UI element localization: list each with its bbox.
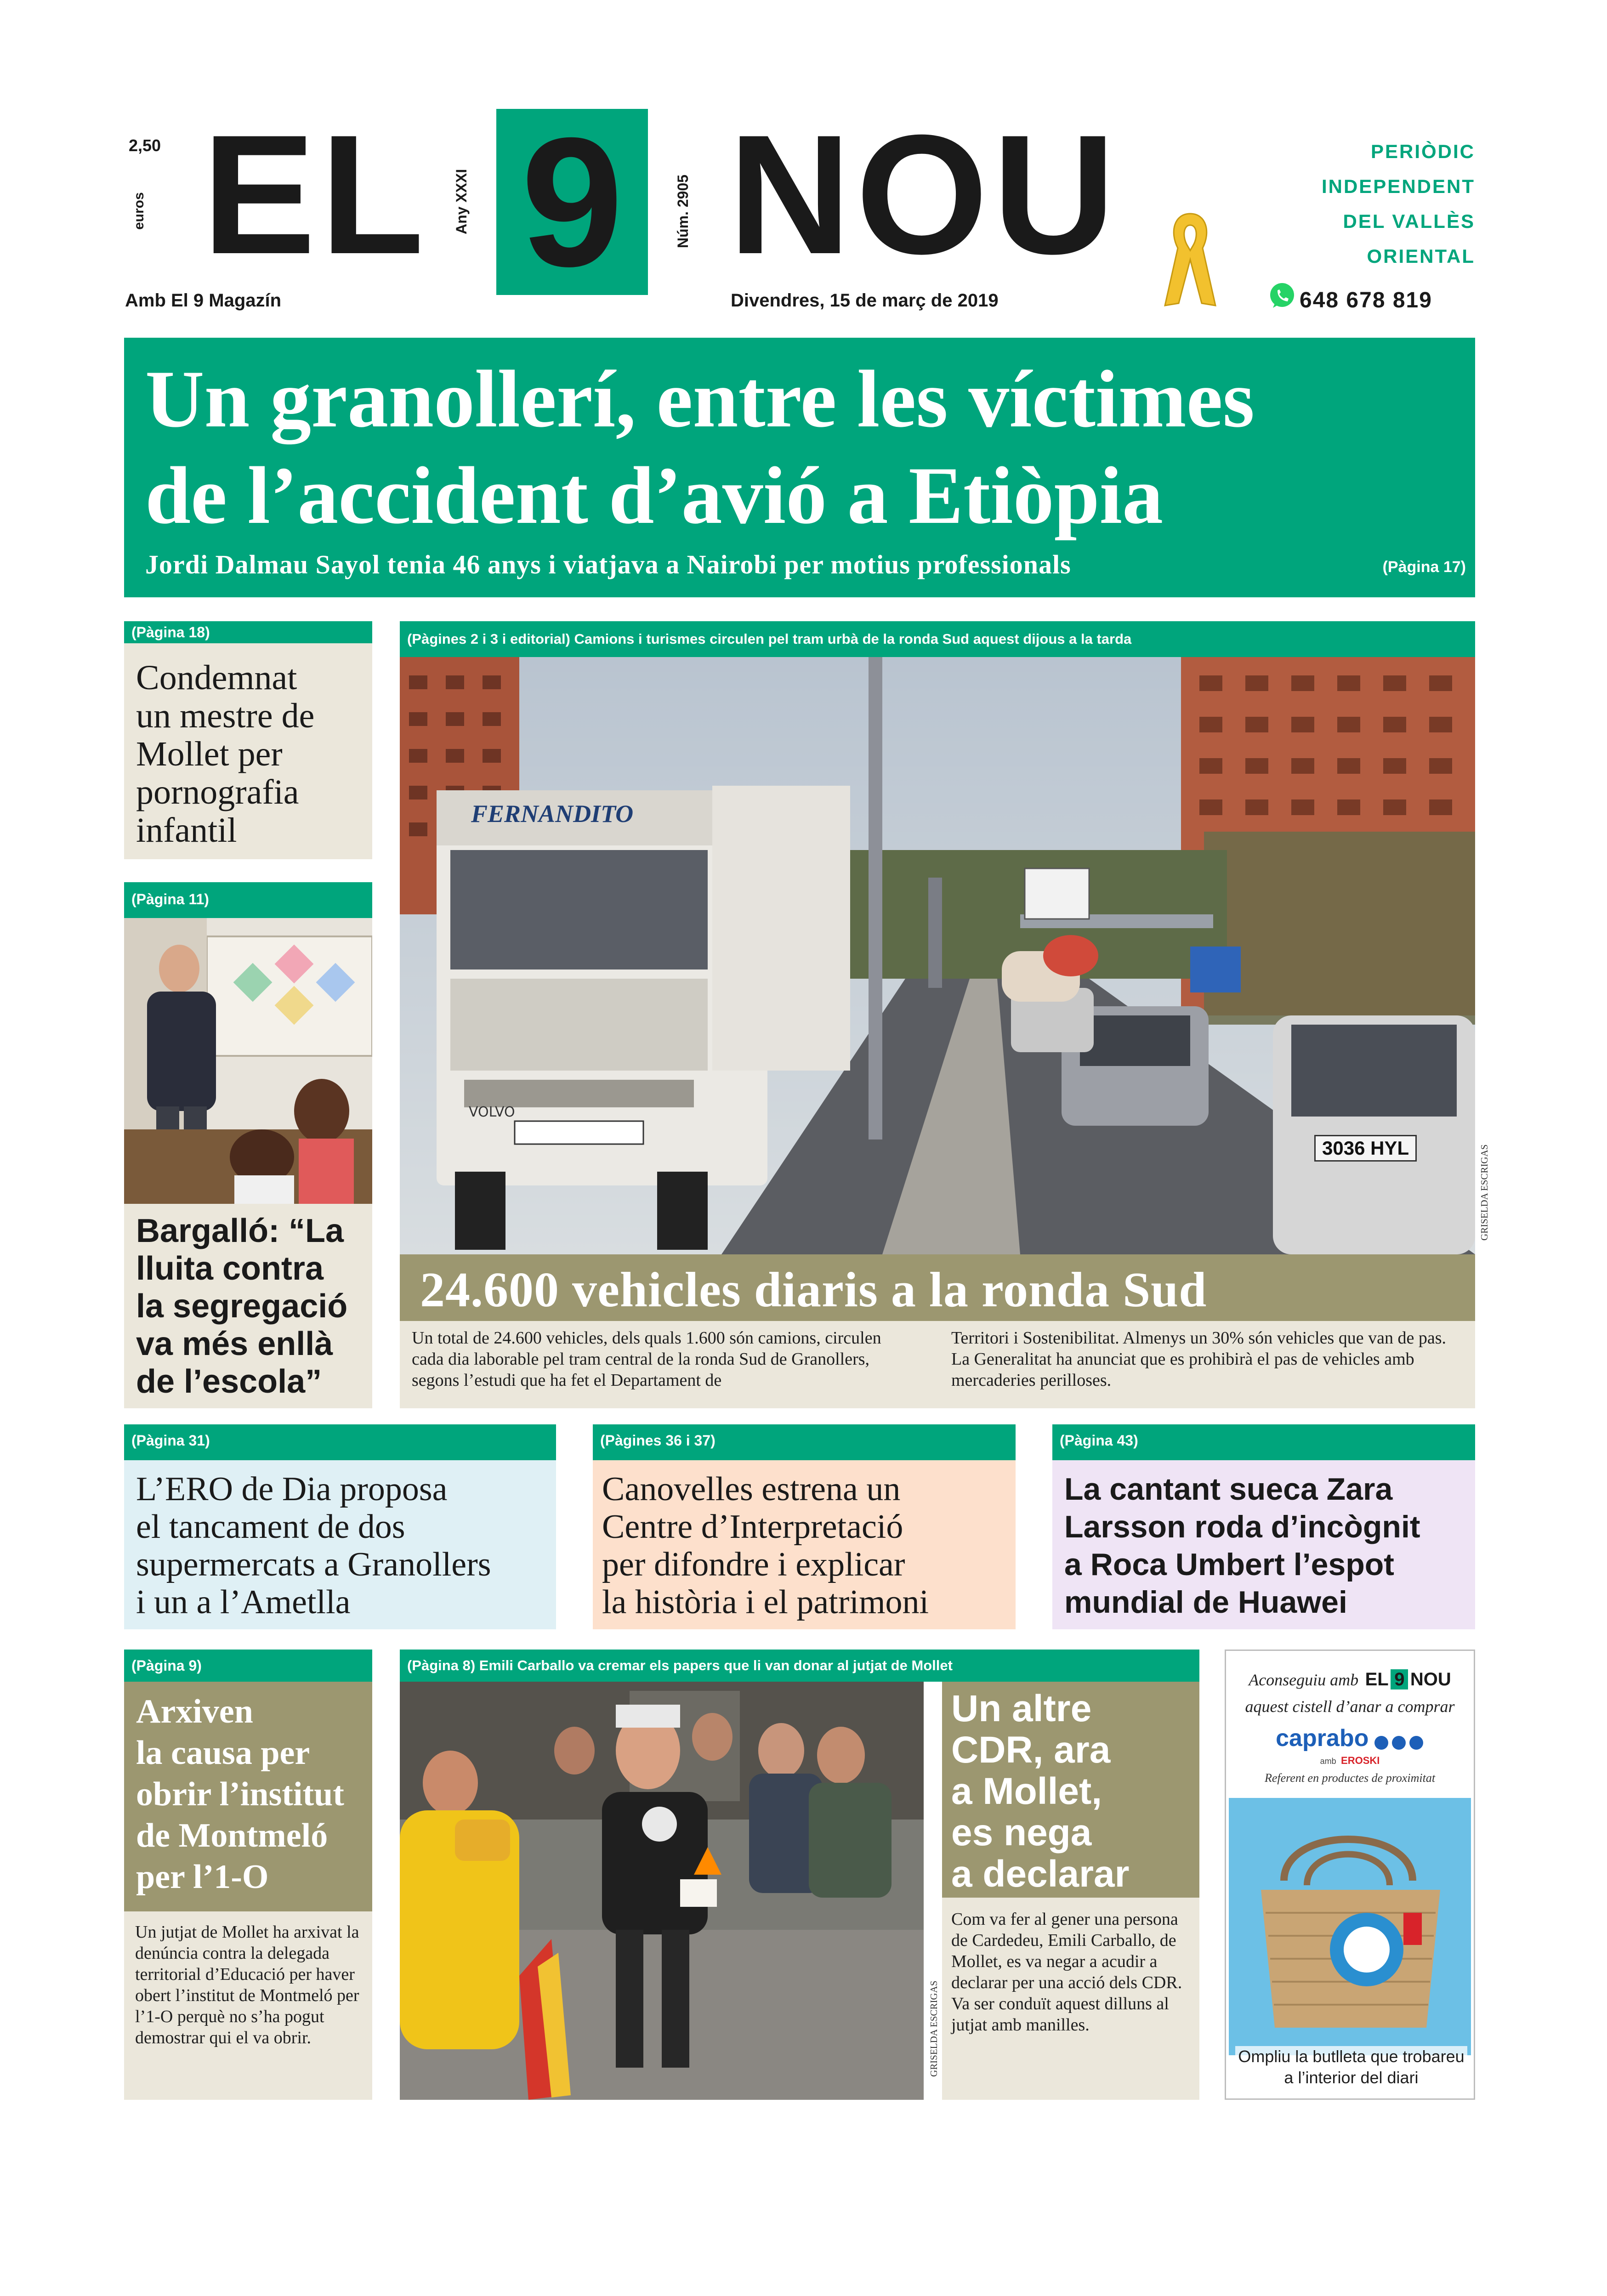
ronda-headline-bar [400,1254,1475,1321]
headline-line: CDR, ara [951,1729,1111,1771]
ad-brand: caprabo [1276,1725,1369,1752]
headline-line: es nega [951,1812,1092,1854]
tagline-line: INDEPENDENT [1321,176,1475,197]
logo-nine: 9 [521,99,624,305]
ero-story[interactable] [124,1460,556,1629]
headline-line: Canovelles estrena un [602,1470,901,1508]
ronda-photo [400,657,1475,1254]
ad-logo-el: EL [1365,1669,1389,1689]
lead-page-ref: (Pàgina 17) [1382,558,1466,576]
bargallo-classroom-illustration [124,918,372,1204]
tagline-line: ORIENTAL [1367,245,1475,267]
ad-footer: Ompliu la butlleta que trobareu a l’interior del diari [1235,2046,1467,2088]
issue-date: Divendres, 15 de març de 2019 [731,290,999,311]
headline-line: va més enllà [136,1326,333,1362]
headline-line: obrir l’institut [136,1775,344,1813]
headline-line: mundial de Huawei [1064,1585,1347,1620]
ad-line1-text: Aconseguiu amb [1249,1671,1359,1689]
headline-line: pornografia [136,773,299,811]
headline-line: supermercats a Granollers [136,1546,491,1583]
headline-line: Condemnat [136,658,297,697]
tagline-line: DEL VALLÈS [1343,210,1475,232]
lead-headline-line: Un granollerí, entre les víctimes [145,353,1255,444]
headline-line: per l’1-O [136,1858,269,1896]
headline-line: de l’escola” [136,1363,322,1400]
lead-banner [124,338,1475,597]
tagline [1259,134,1475,274]
montmelo-body: Un jutjat de Mollet ha arxivat la denúncia contra la delegada territorial d’Educació per haver obert l’institut de Montmeló per l’1-O perquè no s’ha pogut demostrar qui el va obrir. [135,1922,359,2047]
ad-partner-row [1226,1755,1474,1767]
headline-line: el tancament de dos [136,1508,405,1546]
svg-text:VOLVO: VOLVO [469,1104,515,1120]
logo-nine-box [496,99,648,305]
year: Any XXXI [453,169,470,234]
ronda-body[interactable] [400,1321,1475,1408]
bargallo-page-label: (Pàgina 11) [124,882,372,918]
headline-line: lluita contra [136,1250,324,1287]
headline-line: Larsson roda d’incògnit [1064,1509,1420,1544]
ad-brand-partner: EROSKI [1341,1755,1380,1766]
issue-number: Núm. 2905 [675,174,691,248]
cdr-body-box [942,1898,1199,2100]
ad-brand-row [1226,1724,1474,1753]
montmelo-page-label: (Pàgina 9) [124,1650,372,1682]
phone-number: 648 678 819 [1300,288,1432,312]
tagline-line: PERIÒDIC [1370,141,1475,162]
ad-box[interactable] [1225,1650,1475,2100]
ad-logo-nou: NOU [1410,1669,1451,1689]
ad-line1 [1226,1669,1474,1690]
headline-line: la causa per [136,1734,310,1772]
headline-line: infantil [136,811,237,850]
headline-line: Mollet per [136,735,283,773]
lead-subtitle: Jordi Dalmau Sayol tenia 46 anys i viatjava a Nairobi per motius professionals [145,550,1071,579]
canovelles-page-label: (Pàgines 36 i 37) [593,1424,1016,1460]
ronda-headline: 24.600 vehicles diaris a la ronda Sud [420,1263,1207,1317]
montmelo-headline [136,1691,344,1898]
ad-basket-photo [1229,1798,1471,2055]
ronda-photo-credit: GRISELDA ESCRIGAS [1479,1144,1490,1241]
price: 2,50 [129,136,161,155]
ad-brand-dots-icon [1374,1735,1424,1753]
teacher-story[interactable] [124,643,372,859]
canovelles-headline [602,1470,929,1621]
supplement: Amb El 9 Magazín [125,290,282,311]
cdr-headline-box[interactable] [942,1682,1199,1898]
car-plate: 3036 HYL [1314,1135,1417,1162]
headline-line: a declarar [951,1853,1130,1895]
ero-page-label: (Pàgina 31) [124,1424,556,1460]
yellow-ribbon-icon [1156,204,1225,310]
ero-headline [136,1470,491,1621]
headline-line: de Montmeló [136,1817,328,1854]
ronda-caption: (Pàgines 2 i 3 i editorial) Camions i turismes circulen pel tram urbà de la ronda Sud aquest dijous a la tarda [400,621,1475,657]
ad-logo-nine: 9 [1391,1669,1408,1689]
headline-line: un mestre de [136,697,315,735]
ad-line2: aquest cistell d’anar a comprar [1245,1697,1455,1716]
teacher-page-label: (Pàgina 18) [124,621,372,643]
canovelles-story[interactable] [593,1460,1016,1629]
bargallo-photo [124,918,372,1204]
headline-line: la segregació [136,1288,348,1325]
ronda-traffic-illustration [400,657,1475,1254]
ronda-body-col2: Territori i Sostenibilitat. Almenys un 30% són vehicles que van de pas. La Generalitat ha anunciat que es prohibirà el pas de vehicles amb mercaderies perilloses. [951,1328,1446,1390]
whatsapp-icon [1267,281,1297,311]
lead-headline-line: de l’accident d’avió a Etiòpia [145,450,1164,541]
headline-line: Bargalló: “La [136,1213,344,1249]
montmelo-body-box [124,1911,372,2100]
headline-line: L’ERO de Dia proposa [136,1470,448,1508]
headline-line: la història i el patrimoni [602,1583,929,1621]
cdr-protest-illustration [400,1682,924,2100]
larsson-story[interactable] [1052,1460,1475,1629]
teacher-headline [136,659,314,850]
headline-line: Arxiven [136,1693,253,1730]
headline-line: per difondre i explicar [602,1546,905,1583]
logo-nou: NOU [728,100,1120,289]
ad-slogan: Referent en productes de proximitat [1264,1771,1436,1785]
headline-line: Un altre [951,1688,1092,1729]
cdr-headline [951,1688,1130,1895]
headline-line: Centre d’Interpretació [602,1508,903,1546]
ad-brand-sub: amb [1320,1757,1336,1766]
headline-line: a Mollet, [951,1770,1102,1812]
currency: euros [131,192,147,230]
basket-illustration [1229,1798,1471,2055]
ronda-body-col1: Un total de 24.600 vehicles, dels quals 1.600 són camions, circulen cada dia laborable pel tram central de la ronda Sud de Granollers, segons l’estudi que ha fet el Departament de [412,1328,881,1390]
headline-line: a Roca Umbert l’espot [1064,1547,1394,1582]
headline-line: i un a l’Ametlla [136,1583,351,1621]
cdr-photo-credit: GRISELDA ESCRIGAS [928,1980,939,2077]
lead-headline [145,351,1255,544]
logo-el: EL [202,100,429,289]
larsson-page-label: (Pàgina 43) [1052,1424,1475,1460]
truck-name: FERNANDITO [471,800,634,828]
bargallo-headline [136,1212,347,1400]
montmelo-headline-box[interactable] [124,1682,372,1911]
headline-line: La cantant sueca Zara [1064,1472,1393,1507]
cdr-photo [400,1682,924,2100]
cdr-body: Com va fer al gener una persona de Cardedeu, Emili Carballo, de Mollet, es va negar a acudir a declarar per una acció dels CDR. Va ser conduït aquest dilluns al jutjat amb manilles. [951,1910,1182,2035]
cdr-caption: (Pàgina 8) Emili Carballo va cremar els papers que li van donar al jutjat de Mollet [400,1650,1199,1682]
larsson-headline [1064,1470,1420,1621]
bargallo-story[interactable] [124,1204,372,1408]
